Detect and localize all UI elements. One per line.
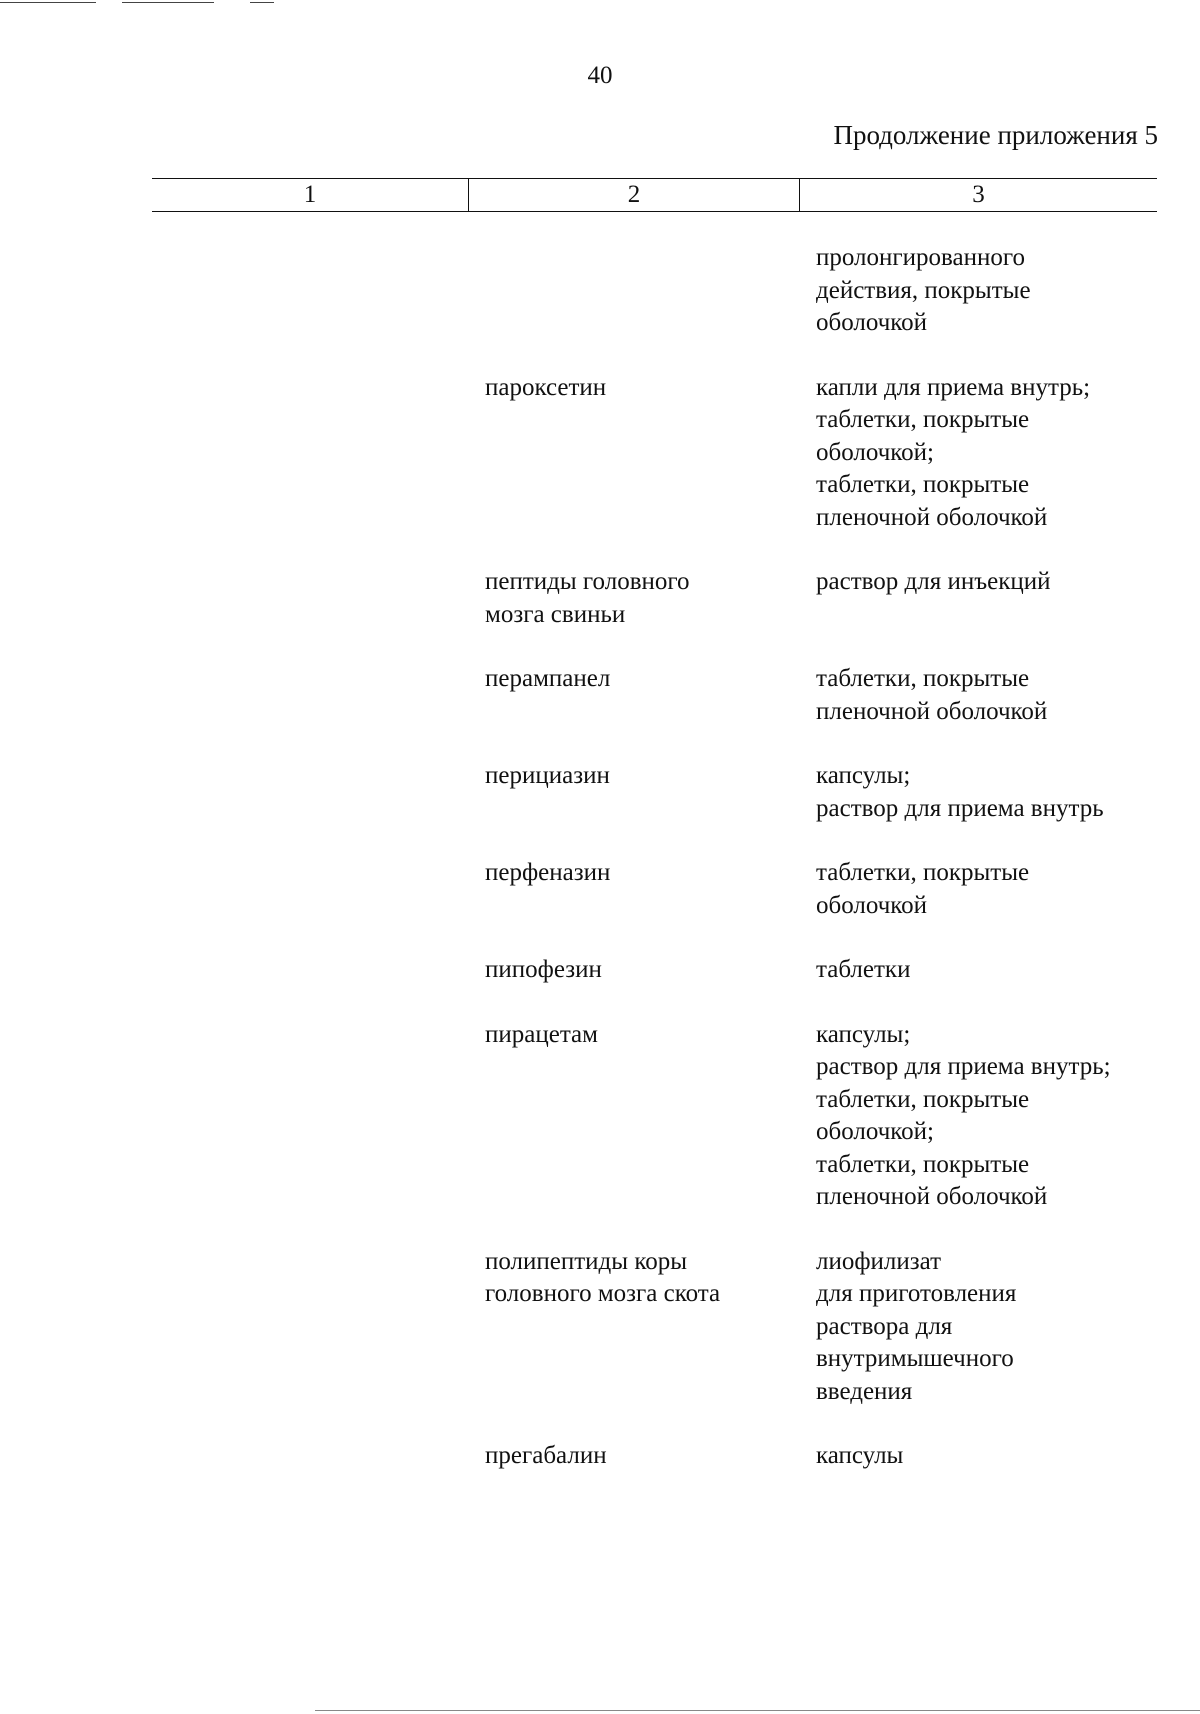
drug-name-line: пептиды головного	[485, 568, 690, 595]
dosage-form-line: капли для приема внутрь;	[816, 373, 1091, 401]
table-row	[0, 372, 1200, 535]
table-row	[0, 954, 1200, 987]
drug-name-cell	[485, 760, 785, 793]
scan-artifact-top	[122, 2, 214, 3]
dosage-form-line: оболочкой	[816, 309, 928, 336]
dosage-form-line: раствор для инъекций	[816, 568, 1051, 595]
column-header-2: 2	[627, 181, 641, 208]
drug-name-line: перампанел	[485, 665, 611, 692]
dosage-forms-cell	[816, 954, 1156, 987]
drug-name-line: пирацетам	[485, 1020, 598, 1048]
dosage-form-line: капсулы;	[816, 762, 911, 789]
appendix-continuation-note: Продолжение приложения 5	[833, 120, 1158, 150]
dosage-form-line: действия, покрытые	[816, 276, 1031, 304]
dosage-form-line: оболочкой;	[816, 438, 934, 466]
table-row	[0, 1440, 1200, 1473]
dosage-forms-cell	[816, 1019, 1156, 1214]
dosage-form-line: таблетки, покрытые	[816, 406, 1030, 433]
table-body	[0, 242, 1200, 1473]
column-header-1: 1	[303, 181, 317, 208]
dosage-forms-cell	[816, 372, 1156, 535]
drug-name-line: перфеназин	[485, 859, 611, 886]
scan-artifact-bottom	[315, 1710, 1200, 1711]
table-row	[0, 857, 1200, 922]
dosage-form-line: раствора для	[816, 1312, 953, 1340]
dosage-form-line: капсулы;	[816, 1020, 911, 1048]
dosage-form-line: оболочкой;	[816, 1118, 934, 1145]
table-row	[0, 566, 1200, 631]
dosage-form-line: таблетки, покрытые	[816, 471, 1030, 498]
dosage-forms-cell	[816, 663, 1156, 728]
scan-artifact-top	[0, 2, 96, 3]
drug-name-line: пароксетин	[485, 373, 607, 401]
dosage-form-line: оболочкой	[816, 891, 928, 919]
table-row	[0, 242, 1200, 340]
table-row	[0, 760, 1200, 825]
drug-name-line: полипептиды коры	[485, 1247, 688, 1275]
drug-name-line: мозга свиньи	[485, 600, 626, 628]
table-header-bottom-rule	[152, 211, 1157, 212]
drug-name-cell	[485, 857, 785, 890]
table-row	[0, 1019, 1200, 1214]
dosage-form-line: пленочной оболочкой	[816, 503, 1048, 531]
drug-name-cell	[485, 1246, 785, 1311]
dosage-form-line: таблетки, покрытые	[816, 665, 1030, 692]
dosage-forms-cell	[816, 566, 1156, 631]
dosage-form-line: таблетки, покрытые	[816, 1150, 1030, 1178]
drug-name-line: головного мозга скота	[485, 1280, 721, 1307]
drug-name-line: прегабалин	[485, 1442, 607, 1469]
drug-name-cell	[485, 566, 785, 631]
dosage-form-line: таблетки, покрытые	[816, 859, 1030, 886]
drug-name-cell	[485, 954, 785, 987]
table-row	[0, 663, 1200, 728]
column-header-3: 3	[972, 181, 985, 208]
dosage-forms-cell	[816, 760, 1156, 825]
drug-name-cell	[485, 1440, 785, 1473]
dosage-form-line: таблетки, покрытые	[816, 1085, 1030, 1113]
table-row	[0, 1246, 1200, 1409]
drug-name-cell	[485, 663, 785, 696]
dosage-form-line: внутримышечного	[816, 1345, 1014, 1372]
drug-name-cell	[485, 1019, 785, 1052]
dosage-form-line: таблетки	[816, 956, 911, 983]
dosage-form-line: введения	[816, 1377, 913, 1405]
dosage-form-line: пролонгированного	[816, 244, 1025, 271]
drug-name-line: перициазин	[485, 762, 610, 789]
drug-name-line: пипофезин	[485, 956, 602, 983]
dosage-form-line: для приготовления	[816, 1280, 1017, 1307]
dosage-form-line: раствор для приема внутрь;	[816, 1053, 1111, 1080]
dosage-forms-cell	[816, 857, 1156, 922]
dosage-form-line: лиофилизат	[816, 1247, 942, 1275]
drug-name-cell	[485, 372, 785, 405]
dosage-form-line: раствор для приема внутрь	[816, 794, 1104, 822]
page-number: 40	[587, 62, 613, 89]
dosage-forms-cell	[816, 1246, 1156, 1409]
dosage-forms-cell	[816, 1440, 1156, 1473]
dosage-forms-cell	[816, 242, 1156, 340]
dosage-form-line: пленочной оболочкой	[816, 1183, 1048, 1210]
dosage-form-line: пленочной оболочкой	[816, 697, 1048, 725]
scan-artifact-top	[250, 2, 274, 3]
dosage-form-line: капсулы	[816, 1442, 904, 1469]
